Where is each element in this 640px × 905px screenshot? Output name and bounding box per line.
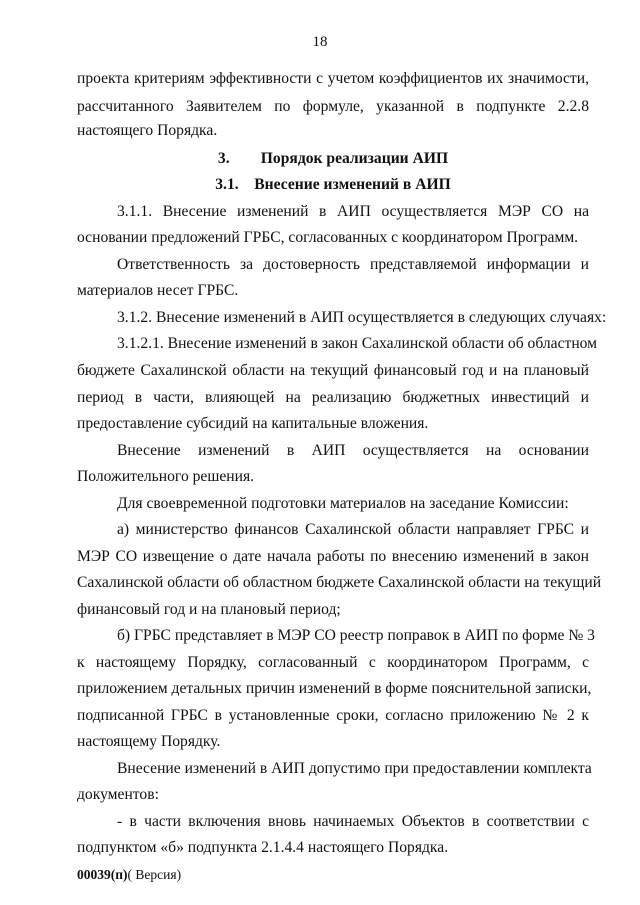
paragraph-line: Положительного решения. bbox=[77, 468, 255, 485]
paragraph-line: период в части, влияющей на реализацию бюджетных инвестиций и bbox=[77, 389, 589, 406]
paragraph-line: настоящему Порядку. bbox=[77, 733, 221, 750]
paragraph-line: приложением детальных причин изменений в форме пояснительной записки, bbox=[77, 680, 592, 697]
document-code: 00039(п) bbox=[77, 867, 128, 882]
subsection-heading: 3.1. Внесение изменений в АИП bbox=[215, 176, 451, 193]
paragraph-line: материалов несет ГРБС. bbox=[77, 282, 239, 299]
paragraph-line: предоставление субсидий на капитальные вложения. bbox=[77, 415, 429, 432]
paragraph-line: Внесение изменений в АИП осуществляется на основании bbox=[117, 442, 589, 459]
paragraph-line: - в части включения вновь начинаемых Объектов в соответствии с bbox=[117, 813, 589, 830]
paragraph-line: а) министерство финансов Сахалинской области направляет ГРБС и bbox=[117, 521, 589, 538]
paragraph-line: рассчитанного Заявителем по формуле, указанной в подпункте 2.2.8 bbox=[77, 98, 589, 115]
paragraph-line: настоящего Порядка. bbox=[77, 122, 218, 139]
paragraph-line: 3.1.1. Внесение изменений в АИП осуществляется МЭР СО на bbox=[117, 203, 589, 220]
paragraph-line: финансовый год и на плановый период; bbox=[77, 601, 341, 618]
paragraph-line: документов: bbox=[77, 786, 159, 803]
paragraph-line: Внесение изменений в АИП допустимо при предоставлении комплекта bbox=[117, 760, 592, 777]
paragraph-line: бюджете Сахалинской области на текущий финансовый год и на плановый bbox=[77, 362, 589, 379]
paragraph-line: подпунктом «б» подпункта 2.1.4.4 настоящего Порядка. bbox=[77, 839, 449, 856]
paragraph-line: основании предложений ГРБС, согласованных с координатором Программ. bbox=[77, 229, 579, 246]
paragraph-line: подписанной ГРБС в установленные сроки, согласно приложению № 2 к bbox=[77, 707, 589, 724]
document-version: ( Версия) bbox=[127, 867, 182, 882]
paragraph-line: к настоящему Порядку, согласованный с координатором Программ, с bbox=[77, 654, 589, 671]
paragraph-line: Сахалинской области об областном бюджете Сахалинской области на текущий bbox=[77, 574, 602, 591]
paragraph-line: б) ГРБС представляет в МЭР СО реестр поправок в АИП по форме № 3 bbox=[117, 627, 595, 644]
paragraph-line: Ответственность за достоверность представляемой информации и bbox=[117, 256, 589, 273]
section-heading: 3. Порядок реализации АИП bbox=[217, 150, 449, 167]
paragraph-line: Для своевременной подготовки материалов на заседание Комиссии: bbox=[117, 495, 569, 512]
paragraph-line: МЭР СО извещение о дате начала работы по внесению изменений в закон bbox=[77, 548, 589, 565]
paragraph-line: проекта критериям эффективности с учетом коэффициентов их значимости, bbox=[77, 70, 589, 87]
paragraph-line: 3.1.2. Внесение изменений в АИП осуществляется в следующих случаях: bbox=[117, 309, 607, 326]
document-footer bbox=[77, 867, 181, 883]
paragraph-line: 3.1.2.1. Внесение изменений в закон Сахалинской области об областном bbox=[117, 335, 598, 352]
page-number: 18 bbox=[312, 34, 328, 50]
